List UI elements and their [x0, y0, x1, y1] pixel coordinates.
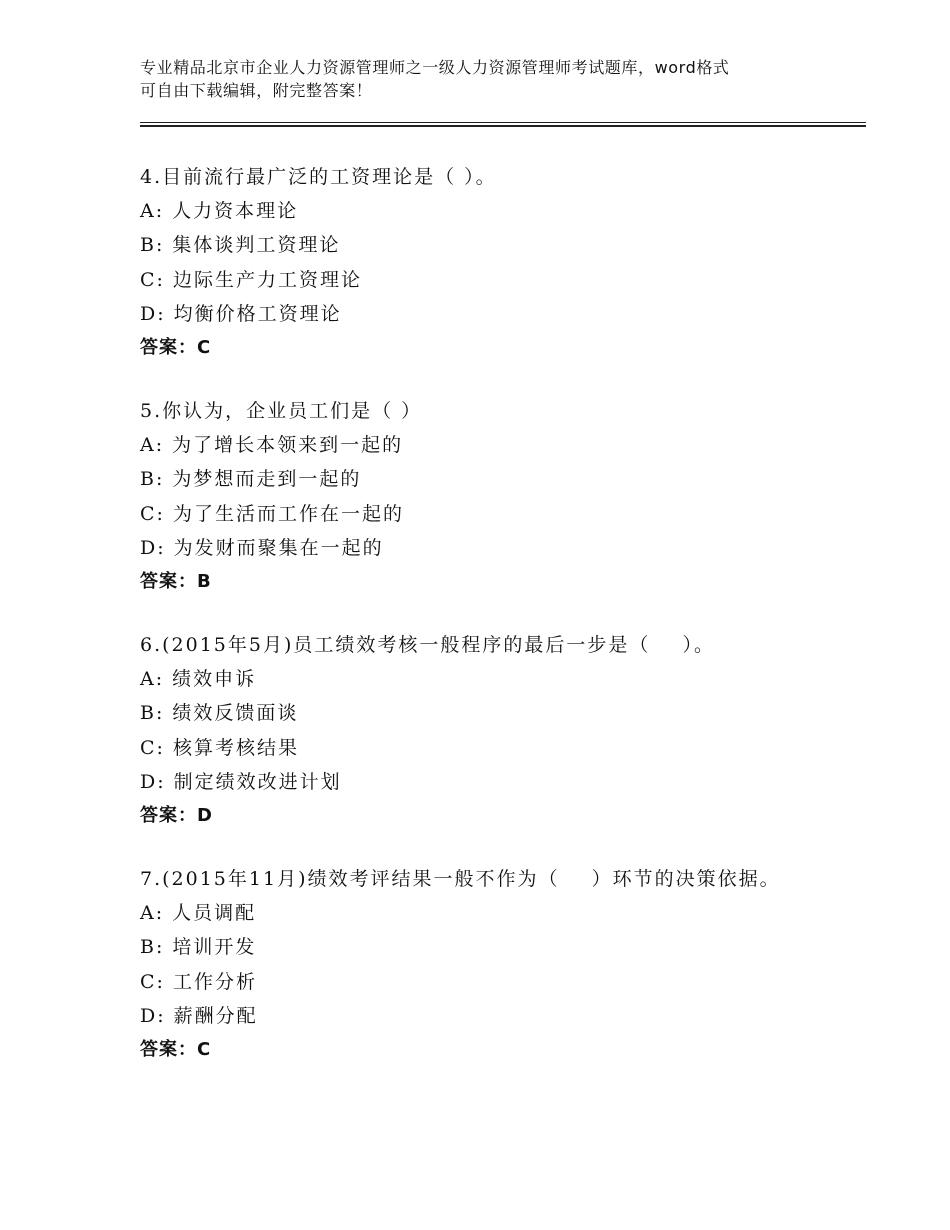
answer-label: 答案：B	[140, 571, 212, 593]
header-divider-thin	[140, 122, 866, 123]
option-b: B: 为梦想而走到一起的	[140, 468, 362, 491]
option-d: D: 均衡价格工资理论	[140, 302, 342, 325]
option-b: B: 培训开发	[140, 936, 257, 959]
question-5	[140, 394, 860, 599]
question-stem: 5.你认为，企业员工们是（ ）	[140, 400, 423, 423]
question-stem: 4.目前流行最广泛的工资理论是（ ）。	[140, 166, 497, 188]
question-6	[140, 628, 860, 833]
option-a: A: 为了增长本领来到一起的	[140, 434, 404, 457]
question-4	[140, 160, 860, 365]
answer-label: 答案：C	[140, 1039, 212, 1061]
header-line-1: 专业精品北京市企业人力资源管理师之一级人力资源管理师考试题库，word格式	[140, 58, 730, 77]
question-stem: 6.(2015年5月)员工绩效考核一般程序的最后一步是（ ）。	[140, 634, 716, 657]
option-a: A: 人员调配	[140, 902, 257, 925]
answer-label: 答案：D	[140, 805, 213, 827]
option-a: A: 绩效申诉	[140, 668, 257, 691]
option-d: D: 薪酬分配	[140, 1004, 258, 1027]
option-a: A: 人力资本理论	[140, 200, 299, 223]
header-divider-thick	[140, 125, 866, 127]
option-c: C: 为了生活而工作在一起的	[140, 502, 404, 525]
option-c: C: 核算考核结果	[140, 736, 299, 759]
header-line-2: 可自由下载编辑，附完整答案！	[140, 81, 373, 100]
question-list	[140, 160, 860, 1096]
document-header	[140, 56, 840, 102]
option-b: B: 绩效反馈面谈	[140, 702, 299, 725]
option-d: D: 制定绩效改进计划	[140, 770, 342, 793]
option-b: B: 集体谈判工资理论	[140, 234, 341, 257]
question-7	[140, 862, 860, 1067]
answer-label: 答案：C	[140, 337, 212, 359]
option-d: D: 为发财而聚集在一起的	[140, 536, 384, 559]
question-stem: 7.(2015年11月)绩效考评结果一般不作为（ ）环节的决策依据。	[140, 868, 781, 891]
option-c: C: 边际生产力工资理论	[140, 268, 362, 291]
option-c: C: 工作分析	[140, 970, 257, 993]
